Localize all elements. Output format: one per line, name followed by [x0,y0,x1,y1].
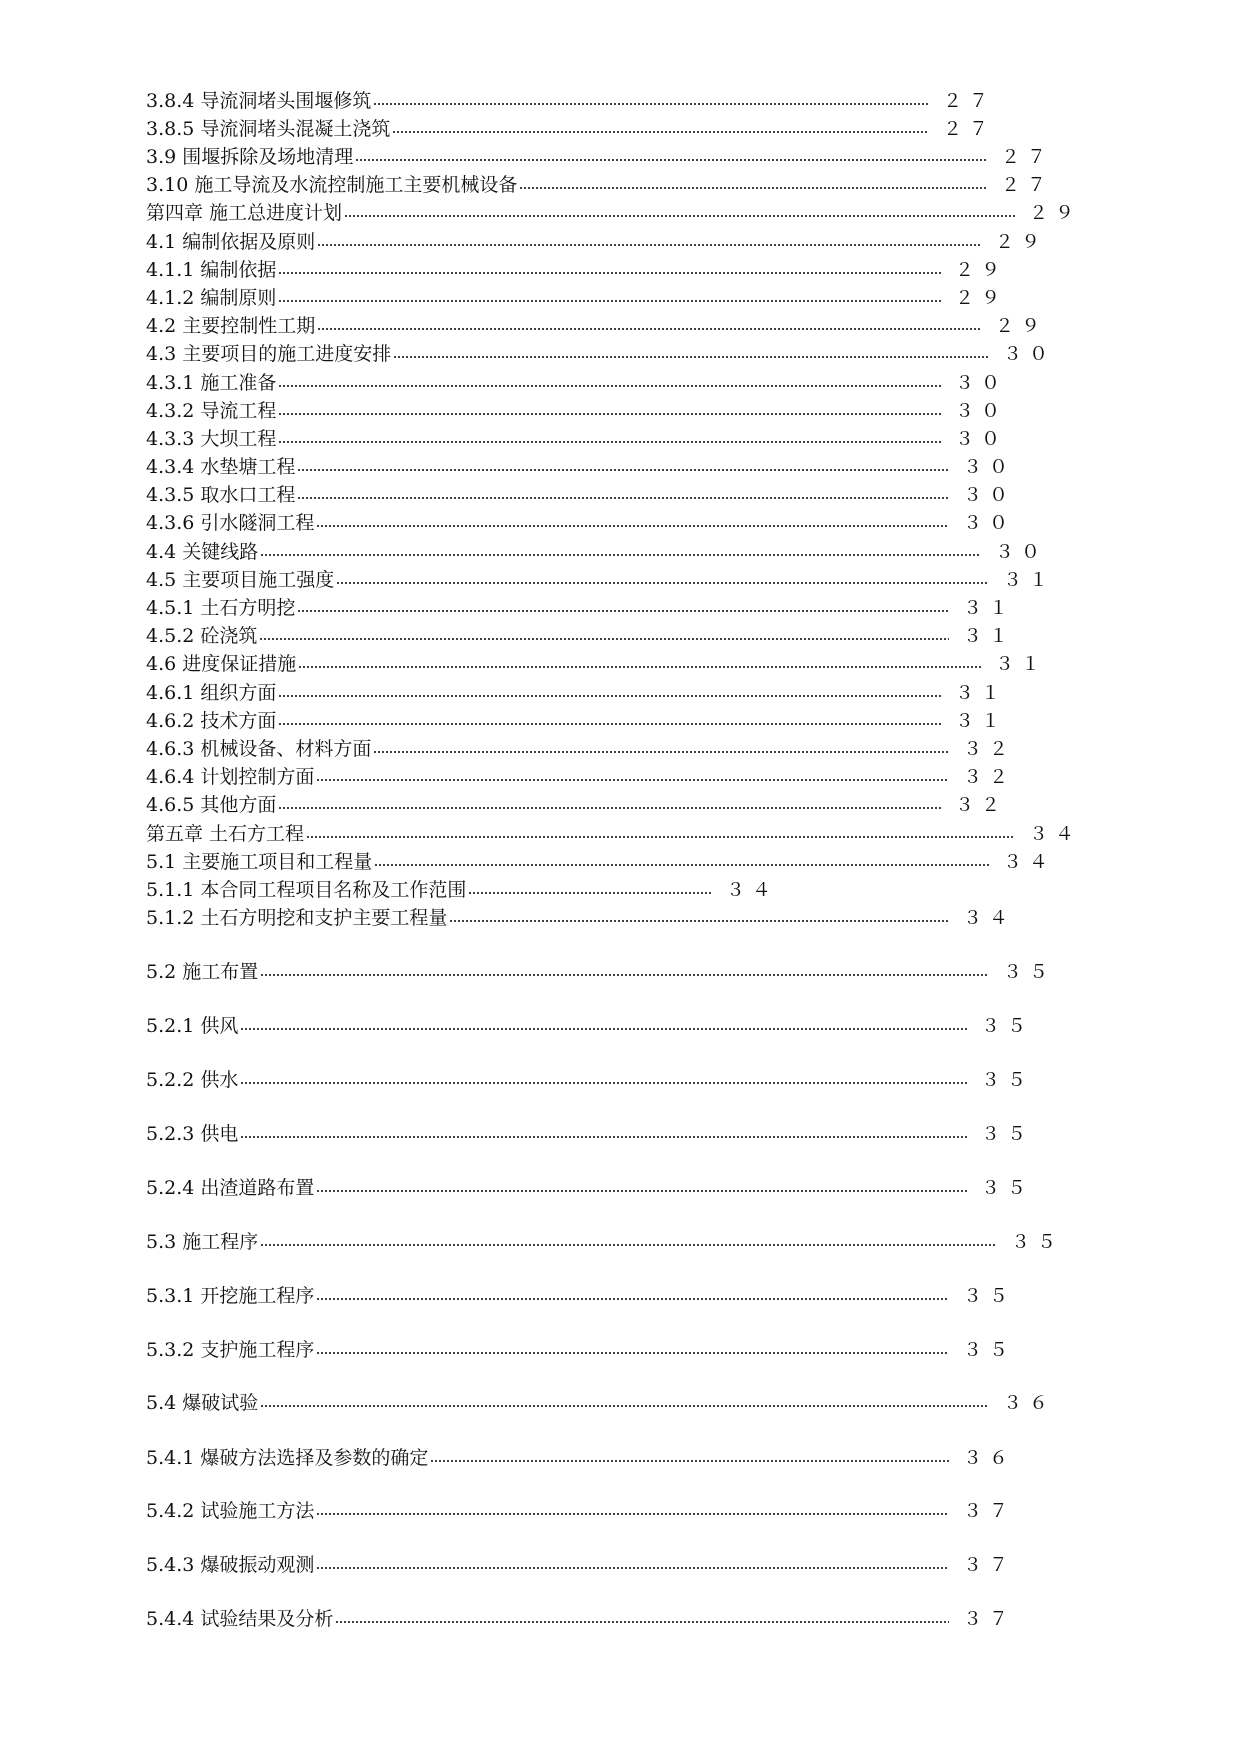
toc-entry-title: 4.1.1 编制依据 [146,259,277,281]
toc-entry-page-number: ３６ [962,1447,1015,1469]
toc-entry-page-number: ２７ [1000,146,1053,168]
toc-entry[interactable] [146,342,1055,366]
toc-entry-page-number: ３２ [962,738,1015,760]
toc-entry-title: 5.3 施工程序 [146,1231,259,1253]
toc-entry-title: 5.3.2 支护施工程序 [146,1339,315,1361]
toc-entry-page-number: ２７ [1000,174,1053,196]
toc-entry[interactable] [146,89,995,113]
toc-entry-page-number: ３５ [962,1285,1015,1307]
toc-entry-title: 4.3.6 引水隧洞工程 [146,512,315,534]
dot-leader [519,185,987,191]
toc-entry-title: 5.4.2 试验施工方法 [146,1500,315,1522]
dot-leader [392,129,929,135]
toc-entry-title: 3.9 围堰拆除及场地清理 [146,146,354,168]
toc-entry-title: 4.4 关键线路 [146,541,259,563]
toc-entry[interactable] [146,878,778,902]
dot-leader [373,749,949,755]
toc-entry-page-number: ３０ [954,400,1007,422]
toc-entry-title: 4.6.1 组织方面 [146,682,277,704]
dot-leader [278,270,941,276]
dot-leader [316,1350,949,1356]
toc-entry-title: 4.3.5 取水口工程 [146,484,296,506]
dot-leader [316,523,949,529]
toc-entry[interactable] [146,173,1053,197]
toc-entry-page-number: ３０ [962,484,1015,506]
toc-entry-page-number: ３７ [962,1554,1015,1576]
dot-leader [297,495,949,501]
toc-entry[interactable] [146,258,1007,282]
toc-entry[interactable] [146,1122,1033,1146]
dot-leader [316,1511,949,1517]
toc-entry-title: 第四章 施工总进度计划 [146,202,343,224]
toc-entry-page-number: ３５ [980,1069,1033,1091]
dot-leader [260,1242,997,1248]
toc-entry[interactable] [146,1607,1015,1631]
toc-entry-title: 4.6.2 技术方面 [146,710,277,732]
toc-entry[interactable] [146,1176,1033,1200]
toc-entry[interactable] [146,540,1047,564]
toc-entry[interactable] [146,850,1055,874]
toc-entry-title: 4.1.2 编制原则 [146,287,277,309]
toc-entry[interactable] [146,709,1007,733]
toc-entry-title: 3.10 施工导流及水流控制施工主要机械设备 [146,174,518,196]
toc-entry[interactable] [146,511,1015,535]
dot-leader [278,383,941,389]
toc-entry-title: 5.4.3 爆破振动观测 [146,1554,315,1576]
toc-entry-title: 5.2 施工布置 [146,961,259,983]
dot-leader [336,580,989,586]
toc-entry-title: 4.3 主要项目的施工进度安排 [146,343,392,365]
toc-entry-page-number: ３２ [954,794,1007,816]
toc-entry[interactable] [146,906,1015,930]
toc-entry-title: 5.3.1 开挖施工程序 [146,1285,315,1307]
toc-entry-page-number: ３４ [1028,823,1081,845]
toc-entry-page-number: ３０ [962,512,1015,534]
toc-entry[interactable] [146,681,1007,705]
toc-entry[interactable] [146,1553,1015,1577]
toc-entry[interactable] [146,230,1047,254]
toc-entry-page-number: ３１ [1002,569,1055,591]
toc-entry[interactable] [146,286,1007,310]
toc-entry-title: 5.1.1 本合同工程项目名称及工作范围 [146,879,467,901]
toc-entry-page-number: ３０ [994,541,1047,563]
toc-entry-title: 5.2.2 供水 [146,1069,239,1091]
toc-entry[interactable] [146,568,1055,592]
dot-leader [393,354,989,360]
dot-leader [430,1458,949,1464]
toc-entry[interactable] [146,483,1015,507]
toc-entry[interactable] [146,201,1081,225]
toc-entry[interactable] [146,455,1015,479]
toc-entry[interactable] [146,1014,1033,1038]
toc-entry-title: 5.2.4 出渣道路布置 [146,1177,315,1199]
toc-entry[interactable] [146,427,1007,451]
toc-entry[interactable] [146,822,1081,846]
toc-entry[interactable] [146,596,1015,620]
toc-entry[interactable] [146,652,1047,676]
toc-entry[interactable] [146,1338,1015,1362]
toc-entry-title: 4.3.4 水垫塘工程 [146,456,296,478]
toc-entry-title: 5.4.1 爆破方法选择及参数的确定 [146,1447,429,1469]
toc-entry-page-number: ３１ [962,625,1015,647]
toc-entry[interactable] [146,960,1055,984]
dot-leader [449,918,949,924]
toc-entry-page-number: ２９ [994,231,1047,253]
toc-entry-page-number: ３４ [725,879,778,901]
dot-leader [344,213,1015,219]
dot-leader [278,721,941,727]
toc-entry-page-number: ３０ [1002,343,1055,365]
toc-entry-title: 5.1 主要施工项目和工程量 [146,851,373,873]
toc-entry-title: 第五章 土石方工程 [146,823,305,845]
toc-entry[interactable] [146,1068,1033,1092]
dot-leader [316,1188,967,1194]
toc-entry[interactable] [146,737,1015,761]
toc-entry-title: 4.5.1 土石方明挖 [146,597,296,619]
dot-leader [298,664,981,670]
toc-entry-title: 4.6.3 机械设备、材料方面 [146,738,372,760]
toc-entry-page-number: ３５ [1002,961,1055,983]
dot-leader [374,862,989,868]
toc-entry-title: 3.8.4 导流洞堵头围堰修筑 [146,90,372,112]
toc-entry[interactable] [146,624,1015,648]
toc-entry-page-number: ３１ [954,682,1007,704]
dot-leader [240,1026,967,1032]
toc-entry[interactable] [146,1230,1063,1254]
toc-entry-page-number: ３４ [1002,851,1055,873]
toc-entry-page-number: ３５ [980,1015,1033,1037]
toc-entry-title: 5.2.1 供风 [146,1015,239,1037]
toc-entry-title: 3.8.5 导流洞堵头混凝土浇筑 [146,118,391,140]
toc-entry-title: 5.2.3 供电 [146,1123,239,1145]
toc-entry-page-number: ２９ [994,315,1047,337]
toc-entry[interactable] [146,1446,1015,1470]
toc-entry-title: 4.6.4 计划控制方面 [146,766,315,788]
toc-entry[interactable] [146,765,1015,789]
dot-leader [355,157,987,163]
dot-leader [335,1619,949,1625]
toc-entry-page-number: ３６ [1002,1392,1055,1414]
dot-leader [316,1565,949,1571]
toc-entry-page-number: ３４ [962,907,1015,929]
dot-leader [297,608,949,614]
toc-entry-page-number: ３５ [1010,1231,1063,1253]
dot-leader [260,552,981,558]
toc-entry-title: 4.2 主要控制性工期 [146,315,316,337]
toc-entry-page-number: ３５ [980,1177,1033,1199]
toc-entry-page-number: ３７ [962,1500,1015,1522]
toc-entry-title: 4.3.3 大坝工程 [146,428,277,450]
toc-entry[interactable] [146,117,995,141]
toc-entry[interactable] [146,1391,1055,1415]
toc-entry-page-number: ２９ [954,259,1007,281]
dot-leader [260,972,989,978]
toc-entry-page-number: ３５ [980,1123,1033,1145]
dot-leader [259,636,949,642]
toc-entry-title: 5.4.4 试验结果及分析 [146,1608,334,1630]
toc-entry-title: 4.6 进度保证措施 [146,653,297,675]
toc-entry-page-number: ３０ [954,372,1007,394]
toc-entry[interactable] [146,314,1047,338]
dot-leader [316,1296,949,1302]
dot-leader [240,1134,967,1140]
dot-leader [468,890,712,896]
toc-entry-page-number: ２７ [942,118,995,140]
toc-entry[interactable] [146,1499,1015,1523]
toc-entry-page-number: ３７ [962,1608,1015,1630]
toc-entry-page-number: ３１ [994,653,1047,675]
toc-entry-title: 5.4 爆破试验 [146,1392,259,1414]
toc-entry-title: 4.5 主要项目施工强度 [146,569,335,591]
toc-entry[interactable] [146,399,1007,423]
dot-leader [317,326,981,332]
toc-entry-page-number: ３０ [954,428,1007,450]
toc-entry-page-number: ２９ [954,287,1007,309]
toc-entry-page-number: ２７ [942,90,995,112]
toc-entry-title: 4.5.2 砼浇筑 [146,625,258,647]
dot-leader [278,693,941,699]
dot-leader [278,298,941,304]
dot-leader [306,834,1015,840]
toc-entry[interactable] [146,371,1007,395]
dot-leader [278,439,941,445]
toc-entry[interactable] [146,793,1007,817]
toc-entry-title: 4.1 编制依据及原则 [146,231,316,253]
toc-entry-title: 4.6.5 其他方面 [146,794,277,816]
toc-entry-page-number: ３１ [962,597,1015,619]
toc-entry-page-number: ３５ [962,1339,1015,1361]
toc-entry[interactable] [146,145,1053,169]
toc-entry-page-number: ３１ [954,710,1007,732]
dot-leader [278,805,941,811]
dot-leader [373,101,929,107]
toc-entry-page-number: ３０ [962,456,1015,478]
toc-entry-title: 4.3.1 施工准备 [146,372,277,394]
toc-entry-title: 4.3.2 导流工程 [146,400,277,422]
dot-leader [278,411,941,417]
dot-leader [317,242,981,248]
dot-leader [260,1403,989,1409]
toc-entry-title: 5.1.2 土石方明挖和支护主要工程量 [146,907,448,929]
toc-entry-page-number: ３２ [962,766,1015,788]
toc-entry[interactable] [146,1284,1015,1308]
toc-entry-page-number: ２９ [1028,202,1081,224]
dot-leader [316,777,949,783]
dot-leader [240,1080,967,1086]
dot-leader [297,467,949,473]
